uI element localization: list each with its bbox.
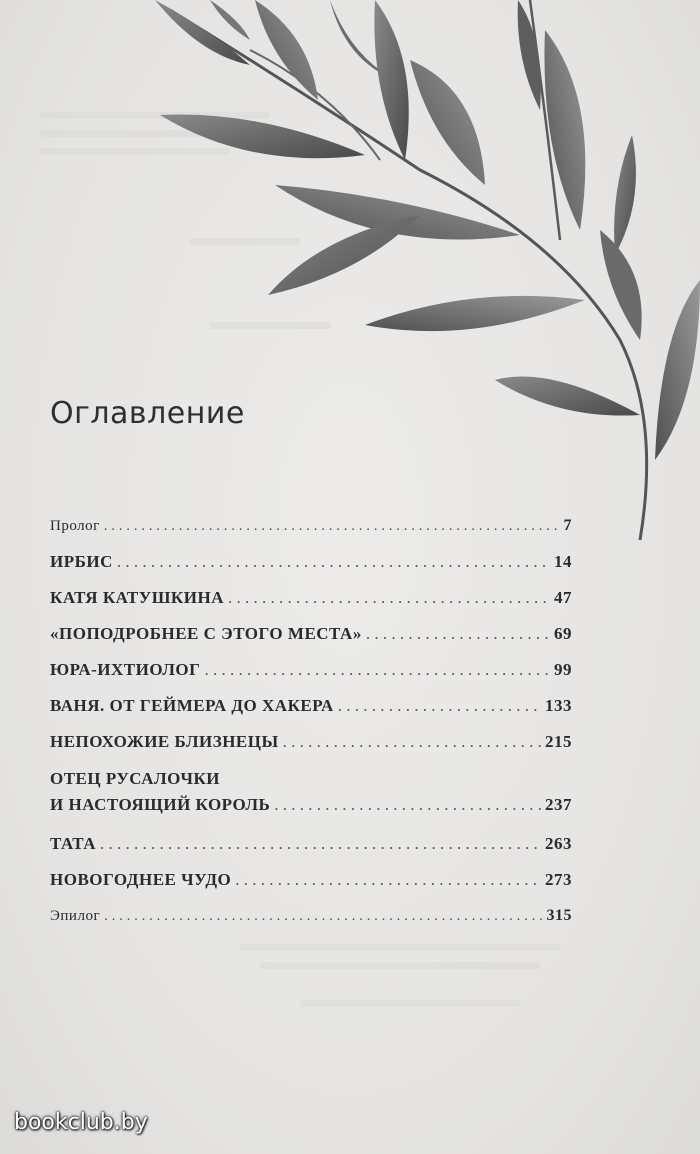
toc-entry-title: НЕПОХОЖИЕ БЛИЗНЕЦЫ (50, 732, 279, 751)
bleed-through-line (260, 962, 540, 969)
leaf (210, 0, 250, 40)
dot-leader (366, 616, 550, 652)
dot-leader (228, 580, 550, 616)
dot-leader (235, 862, 541, 898)
toc-entry-title: ТАТА (50, 834, 97, 853)
dot-leader (283, 724, 541, 760)
leaf (268, 215, 420, 295)
toc-entry-title: ИРБИС (50, 552, 113, 571)
toc-entry[interactable] (50, 616, 572, 652)
leaf (160, 115, 365, 159)
watermark-text: bookclub.by (14, 1110, 148, 1135)
leaf (518, 0, 541, 110)
dot-leader (104, 508, 560, 544)
dot-leader (100, 826, 541, 862)
table-of-contents-heading: Оглавление (50, 396, 245, 431)
toc-entry-page: 133 (545, 696, 572, 715)
toc-entry-page: 99 (554, 660, 572, 679)
toc-entry[interactable] (50, 724, 572, 760)
toc-entry-page: 315 (546, 907, 572, 924)
toc-entry[interactable] (50, 826, 572, 862)
table-of-contents (50, 508, 572, 934)
dot-leader (274, 792, 541, 818)
toc-entry-page: 273 (545, 870, 572, 889)
leaf (495, 377, 640, 416)
leaf (255, 0, 318, 100)
toc-entry[interactable] (50, 580, 572, 616)
leaf (614, 135, 636, 255)
toc-entry-title: Пролог (50, 518, 100, 534)
toc-entry-title-line1: ОТЕЦ РУСАЛОЧКИ (50, 769, 221, 788)
dot-leader (104, 898, 542, 934)
toc-entry[interactable] (50, 898, 572, 934)
toc-entry-title: «ПОПОДРОБНЕЕ С ЭТОГО МЕСТА» (50, 624, 362, 643)
leaf (655, 280, 700, 460)
toc-entry-page: 215 (545, 732, 572, 751)
dot-leader (204, 652, 550, 688)
dot-leader (338, 688, 541, 724)
toc-entry[interactable] (50, 652, 572, 688)
leaf (365, 296, 585, 331)
leaf (600, 230, 642, 340)
toc-entry-title-line2: И НАСТОЯЩИЙ КОРОЛЬ (50, 795, 271, 814)
toc-entry-page: 263 (545, 834, 572, 853)
toc-entry-title: ЮРА-ИХТИОЛОГ (50, 660, 201, 679)
toc-entry[interactable] (50, 508, 572, 544)
toc-entry-page: 14 (554, 552, 572, 571)
toc-entry-title: КАТЯ КАТУШКИНА (50, 588, 224, 607)
toc-entry-title: Эпилог (50, 908, 101, 924)
leaf (374, 0, 408, 160)
leaf (410, 60, 485, 185)
toc-entry-page: 47 (554, 588, 572, 607)
toc-entry[interactable] (50, 766, 572, 826)
toc-entry-line2 (50, 792, 572, 818)
toc-entry[interactable] (50, 544, 572, 580)
toc-entry-page: 237 (545, 795, 572, 814)
toc-entry[interactable] (50, 688, 572, 724)
dot-leader (117, 544, 550, 580)
toc-entry-title: ВАНЯ. ОТ ГЕЙМЕРА ДО ХАКЕРА (50, 696, 334, 715)
leaf-branch-illustration (0, 0, 700, 560)
toc-entry[interactable] (50, 862, 572, 898)
toc-entry-page: 69 (554, 624, 572, 643)
bleed-through-line (300, 1000, 520, 1007)
bleed-through-line (240, 944, 560, 951)
leaf (544, 30, 585, 230)
toc-entry-page: 7 (563, 517, 572, 534)
leaf (155, 0, 250, 65)
toc-entry-title: НОВОГОДНЕЕ ЧУДО (50, 870, 232, 889)
